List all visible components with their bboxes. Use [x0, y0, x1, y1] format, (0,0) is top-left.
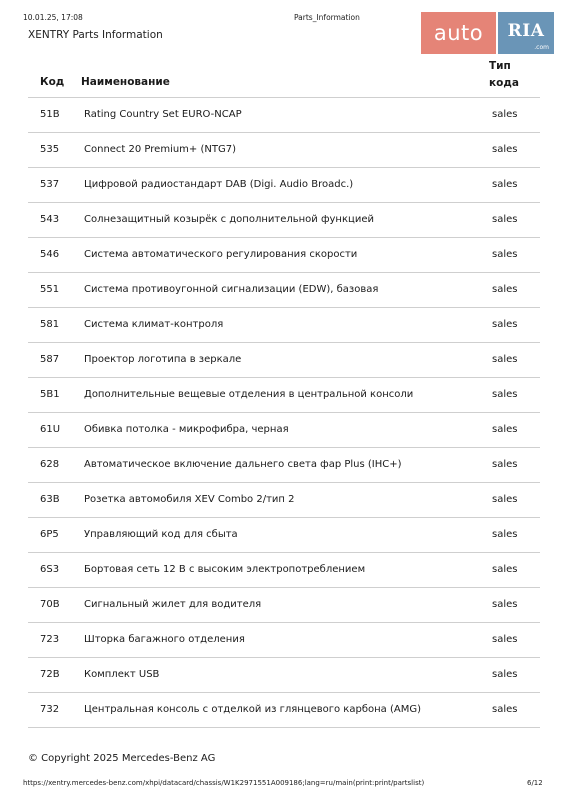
- table-row: [28, 168, 540, 203]
- type-cell: sales: [492, 599, 518, 610]
- name-cell: Rating Country Set EURO-NCAP: [84, 109, 242, 120]
- name-cell: Система автоматического регулирования скорости: [84, 249, 358, 260]
- code-cell: 546: [40, 249, 60, 260]
- print-url: https://xentry.mercedes-benz.com/xhpi/datacard/chassis/W1K2971551A009186;lang=ru/main(print:print/partslist): [23, 779, 425, 787]
- type-cell: sales: [492, 179, 518, 190]
- table-row: [28, 518, 540, 553]
- autoria-watermark-logo: [421, 12, 554, 54]
- code-cell: 628: [40, 459, 60, 470]
- column-header-code: Код: [40, 76, 65, 88]
- table-body: [28, 98, 540, 728]
- code-cell: 63B: [40, 494, 60, 505]
- type-cell: sales: [492, 494, 518, 505]
- table-row: [28, 273, 540, 308]
- name-cell: Система противоугонной сигнализации (EDW), базовая: [84, 284, 379, 295]
- type-cell: sales: [492, 354, 518, 365]
- logo-com-text: .com: [534, 44, 549, 51]
- name-cell: Центральная консоль с отделкой из глянцевого карбона (AMG): [84, 704, 421, 715]
- type-cell: sales: [492, 389, 518, 400]
- table-row: [28, 483, 540, 518]
- type-cell: sales: [492, 144, 518, 155]
- code-cell: 70B: [40, 599, 60, 610]
- code-cell: 537: [40, 179, 60, 190]
- logo-auto-block: auto: [421, 12, 496, 54]
- name-cell: Бортовая сеть 12 В с высоким электропотреблением: [84, 564, 366, 575]
- print-page-number: 6/12: [527, 779, 543, 787]
- type-cell: sales: [492, 249, 518, 260]
- type-cell: sales: [492, 319, 518, 330]
- column-header-type-line1: Тип: [489, 60, 511, 72]
- code-cell: 723: [40, 634, 60, 645]
- name-cell: Сигнальный жилет для водителя: [84, 599, 262, 610]
- code-cell: 535: [40, 144, 60, 155]
- code-cell: 581: [40, 319, 60, 330]
- type-cell: sales: [492, 284, 518, 295]
- column-header-type: [489, 58, 519, 92]
- name-cell: Управляющий код для сбыта: [84, 529, 238, 540]
- code-cell: 6S3: [40, 564, 60, 575]
- table-row: [28, 588, 540, 623]
- code-cell: 51B: [40, 109, 60, 120]
- print-document-title: Parts_Information: [294, 13, 360, 22]
- type-cell: sales: [492, 459, 518, 470]
- table-row: [28, 133, 540, 168]
- type-cell: sales: [492, 214, 518, 225]
- table-row: [28, 98, 540, 133]
- type-cell: sales: [492, 109, 518, 120]
- code-cell: 61U: [40, 424, 61, 435]
- table-header: [28, 52, 540, 98]
- name-cell: Система климат-контроля: [84, 319, 224, 330]
- name-cell: Дополнительные вещевые отделения в центральной консоли: [84, 389, 414, 400]
- name-cell: Розетка автомобиля XEV Combo 2/тип 2: [84, 494, 295, 505]
- type-cell: sales: [492, 669, 518, 680]
- name-cell: Цифровой радиостандарт DAB (Digi. Audio Broadc.): [84, 179, 354, 190]
- table-row: [28, 203, 540, 238]
- table-row: [28, 623, 540, 658]
- table-row: [28, 448, 540, 483]
- name-cell: Проектор логотипа в зеркале: [84, 354, 242, 365]
- code-cell: 5B1: [40, 389, 60, 400]
- table-row: [28, 693, 540, 728]
- code-cell: 732: [40, 704, 60, 715]
- code-cell: 72B: [40, 669, 60, 680]
- table-row: [28, 658, 540, 693]
- table-row: [28, 378, 540, 413]
- column-header-name: Наименование: [81, 76, 170, 88]
- name-cell: Комплект USB: [84, 669, 160, 680]
- type-cell: sales: [492, 529, 518, 540]
- logo-ria-block: [498, 12, 554, 54]
- name-cell: Шторка багажного отделения: [84, 634, 245, 645]
- table-row: [28, 413, 540, 448]
- copyright-notice: © Copyright 2025 Mercedes-Benz AG: [28, 753, 216, 764]
- name-cell: Connect 20 Premium+ (NTG7): [84, 144, 236, 155]
- name-cell: Обивка потолка - микрофибра, черная: [84, 424, 289, 435]
- table-row: [28, 238, 540, 273]
- app-title: XENTRY Parts Information: [28, 29, 163, 41]
- name-cell: Солнезащитный козырёк с дополнительной функцией: [84, 214, 374, 225]
- name-cell: Автоматическое включение дальнего света фар Plus (IHC+): [84, 459, 402, 470]
- code-cell: 551: [40, 284, 60, 295]
- column-header-type-line2: кода: [489, 77, 519, 89]
- print-datetime: 10.01.25, 17:08: [23, 13, 83, 22]
- code-cell: 587: [40, 354, 60, 365]
- type-cell: sales: [492, 634, 518, 645]
- table-row: [28, 343, 540, 378]
- code-cell: 6P5: [40, 529, 59, 540]
- code-cell: 543: [40, 214, 60, 225]
- type-cell: sales: [492, 564, 518, 575]
- type-cell: sales: [492, 424, 518, 435]
- table-row: [28, 553, 540, 588]
- parts-table: [28, 52, 540, 728]
- table-row: [28, 308, 540, 343]
- logo-ria-text: RIA: [507, 21, 545, 41]
- type-cell: sales: [492, 704, 518, 715]
